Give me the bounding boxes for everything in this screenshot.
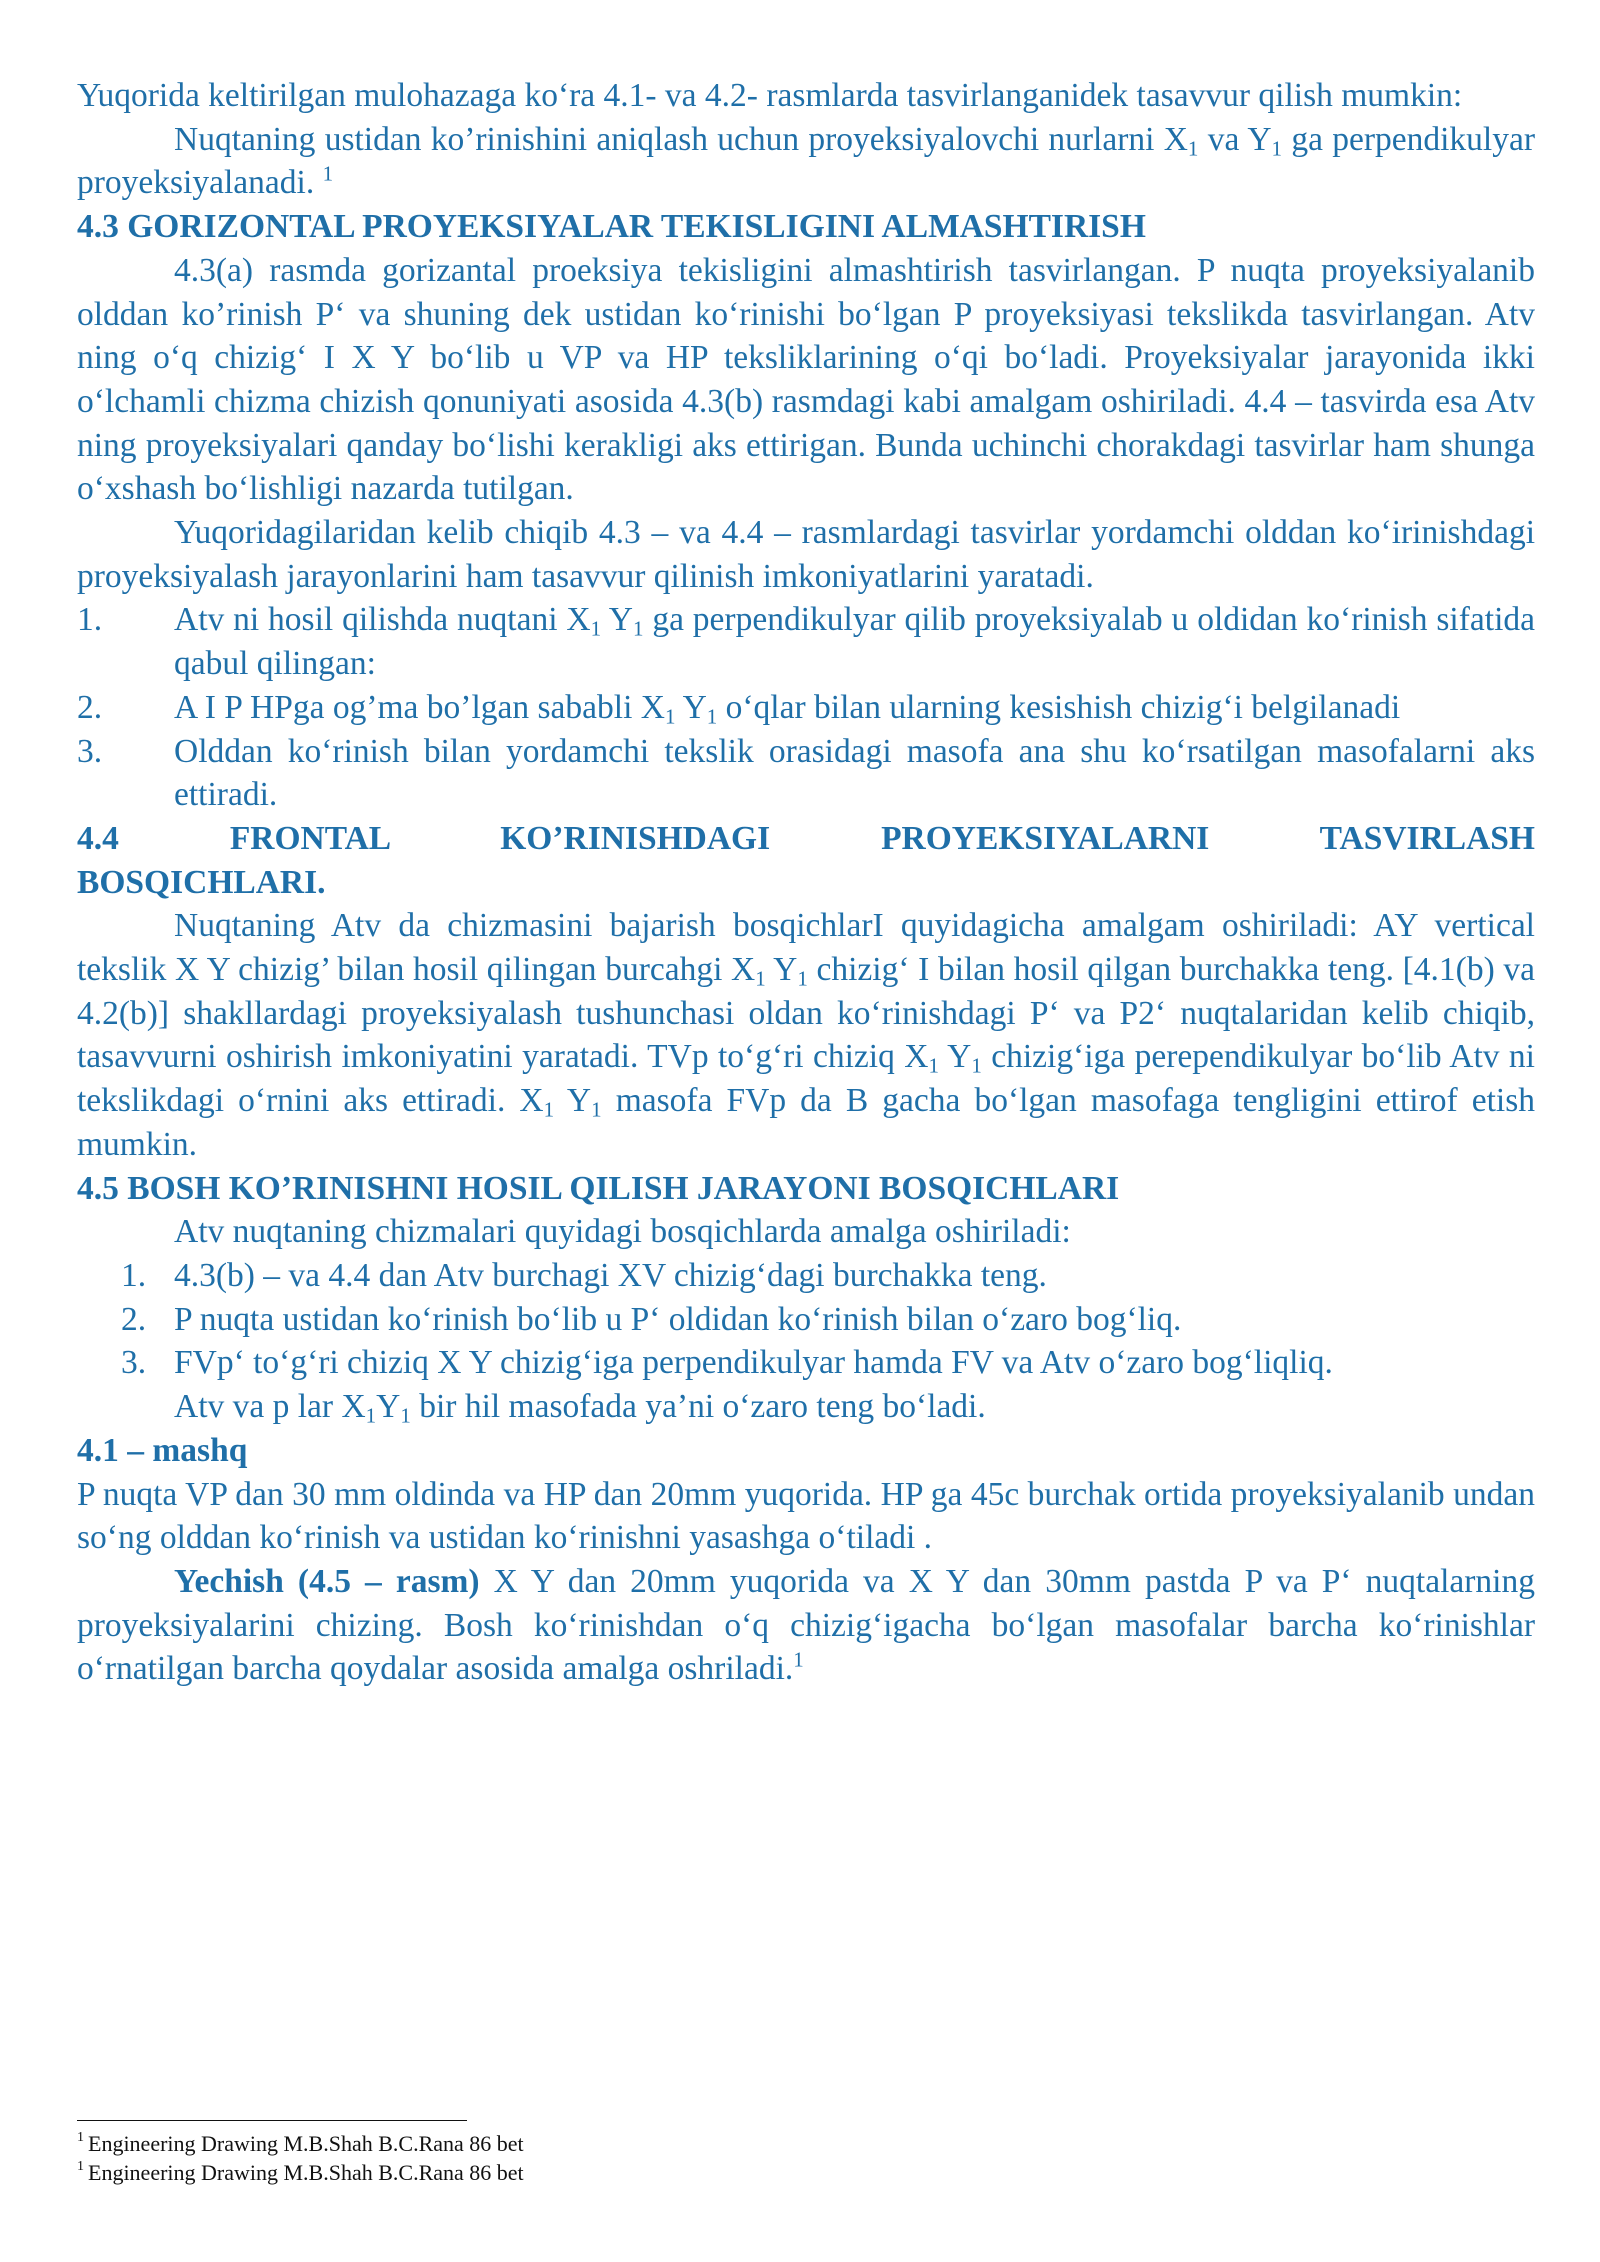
paragraph-4-5-intro: Atv nuqtaning chizmalari quyidagi bosqichlarda amalga oshiriladi: [174,1213,1071,1251]
list-item: 2. A I P HPga og’ma bo’lgan sababli $X_1$ $Y_1$ o‘qlar bilan ularning kesishish chizig‘i belgilanadi [77,688,1401,729]
paragraph-4-3-summary: Yuqoridagilaridan kelib chiqib 4.3 – va 4.4 – rasmlardagi tasvirlar yordamchi olddan ko‘irinishdagi proyeksiyalash jarayonlarini ham tasavvur qilinish imkoniyatlarini yaratadi. [77,514,1535,595]
heading-4-3: 4.3 GORIZONTAL PROYEKSIYALAR TEKISLIGINI ALMASHTIRISH [77,208,1146,246]
list-item: 3. FVp‘ to‘g‘ri chiziq X Y chizig‘iga perpendikulyar hamda FV va Atv o‘zaro bog‘liqliq. [121,1344,1333,1382]
heading-4-4: 4.4 FRONTAL KO’RINISHDAGI PROYEKSIYALARNI TASVIRLASH [77,819,1535,857]
paragraph-distance-note: Atv va p lar $X_1Y_1$ bir hil masofada ya’ni o‘zaro teng bo‘ladi. [174,1388,986,1428]
footnote-divider [77,2120,467,2121]
solution-label: Yechish (4.5 – rasm) [174,1562,480,1600]
paragraph-solution: Yechish (4.5 – rasm) X Y dan 20mm yuqorida va X Y dan 30mm pastda P va P‘ nuqtalarning proyeksiyalarini chizing. Bosh ko‘rinishdan o‘q chizig‘igacha bo‘lgan masofalar barcha ko‘rinishlar o‘rnatilgan barcha qoydalar asosida amalga oshriladi.$^1$ [77,1562,1535,1688]
steps-list [77,1254,1535,1385]
footnote-ref: 1 [793,1647,804,1672]
footnote-ref: 1 [322,161,334,186]
paragraph-4-3-body: 4.3(a) rasmda gorizantal proeksiya tekisligini almashtirish tasvirlangan. P nuqta proyeksiyalanib olddan ko’rinish P‘ va shuning dek ustidan ko‘rinishi bo‘lgan P proyeksiyasi tekslikda tasvirlangan. Atv ning o‘q chizig‘ I X Y bo‘lib u VP va HP teksliklarining o‘qi bo‘ladi. Proyeksiyalar jarayonida ikki o‘lchamli chizma chizish qonuniyati asosida 4.3(b) rasmdagi kabi amalgam oshiriladi. 4.4 – tasvirda esa Atv ning proyeksiyalari qanday bo‘lishi kerakligi aks ettirigan. Bunda uchinchi chorakdagi tasvirlar ham shunga o‘xshash bo‘lishligi nazarda tutilgan. [77,251,1535,508]
paragraph-exercise-statement: P nuqta VP dan 30 mm oldinda va HP dan 20mm yuqorida. HP ga 45c burchak ortida proyeksiyalanib undan so‘ng olddan ko‘rinish va ustidan ko‘rinishni yasashga o‘tiladi . [77,1475,1535,1557]
paragraph-intro: Yuqorida keltirilgan mulohazaga ko‘ra 4.1- va 4.2- rasmlarda tasvirlanganidek tasavvur qilish mumkin: [77,77,1463,114]
footnote: $^1$ Engineering Drawing M.B.Shah B.C.Rana 86 bet [77,2130,524,2156]
heading-4-4-cont: BOSQICHLARI. [77,863,326,901]
paragraph-projection-rays: Nuqtaning ustidan ko’rinishini aniqlash uchun proyeksiyalovchi nurlarni $X_1$ va $Y_1$ ga perpendikulyar proyeksiyalanadi. $^1$ [77,120,1535,202]
footnote: $^1$ Engineering Drawing M.B.Shah B.C.Rana 86 bet [77,2159,524,2185]
heading-4-5: 4.5 BOSH KO’RINISHNI HOSIL QILISH JARAYONI BOSQICHLARI [77,1169,1120,1207]
document-body [77,74,1535,1691]
list-item: 1. Atv ni hosil qilishda nuqtani $X_1$ $Y_1$ ga perpendikulyar qilib proyeksiyalab u oldidan ko‘rinish sifatida qabul qilingan: [77,601,1535,683]
heading-exercise-4-1: 4.1 – mashq [77,1431,248,1469]
list-item: 1. 4.3(b) – va 4.4 dan Atv burchagi XV chizig‘dagi burchakka teng. [121,1256,1047,1294]
footnotes [77,2120,877,2187]
list-item: 2. P nuqta ustidan ko‘rinish bo‘lib u P‘ oldidan ko‘rinish bilan o‘zaro bog‘liq. [121,1300,1182,1338]
paragraph-4-4-body: Nuqtaning Atv da chizmasini bajarish bosqichlarI quyidagicha amalgam oshiriladi: AY vertical tekslik X Y chizig’ bilan hosil qilingan burcahgi $X_1$ $Y_1$ chizig‘ I bilan hosil qilgan burchakka teng. [4.1(b) va 4.2(b)] shakllardagi proyeksiyalash tushunchasi oldan ko‘rinishdagi P‘ va P2‘ nuqtalaridan kelib chiqib, tasavvurni oshirish imkoniyatini yaratadi. TVp to‘g‘ri chiziq $X_1$ $Y_1$ chizig‘iga perependikulyar bo‘lib Atv ni tekslikdagi o‘rnini aks ettiradi. $X_1$ $Y_1$ masofa FVp da B gacha bo‘lgan masofaga tengligini ettirof etish mumkin. [77,907,1535,1163]
list-item: 3. Olddan ko‘rinish bilan yordamchi tekslik orasidagi masofa ana shu ko‘rsatilgan masofalarni aks ettiradi. [77,732,1535,814]
